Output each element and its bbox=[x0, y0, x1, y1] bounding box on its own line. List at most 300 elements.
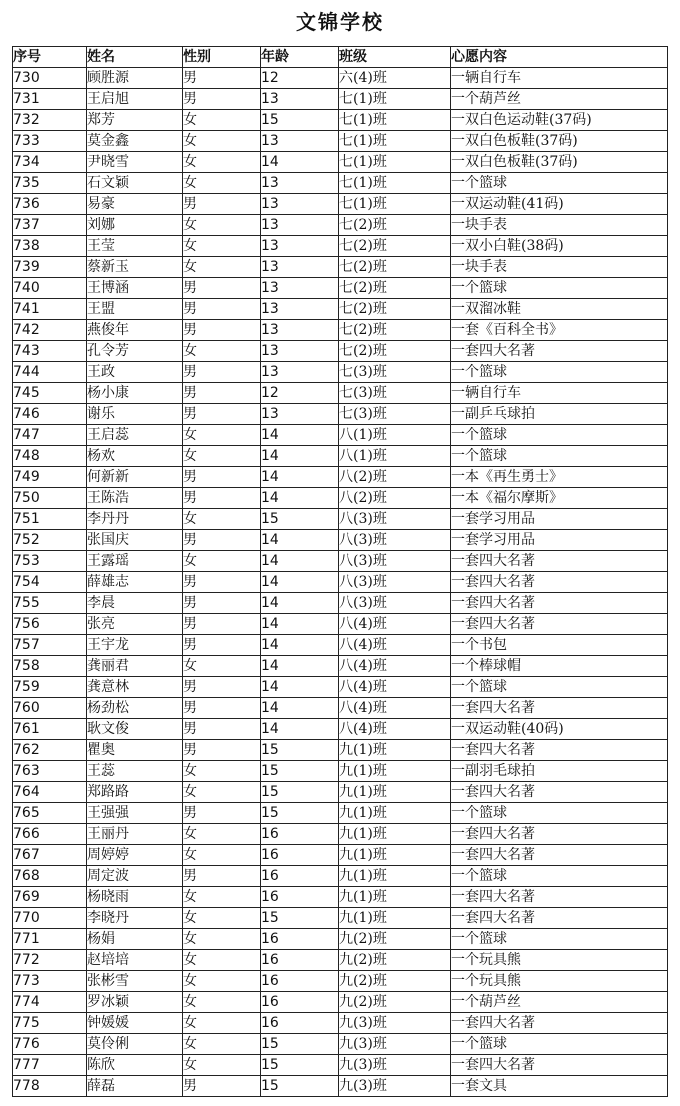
cell-wish: 一块手表 bbox=[451, 257, 668, 278]
cell-gender: 女 bbox=[183, 992, 261, 1013]
cell-name: 瞿奥 bbox=[87, 740, 183, 761]
cell-gender: 女 bbox=[183, 236, 261, 257]
cell-class: 七(2)班 bbox=[339, 215, 451, 236]
cell-name: 耿文俊 bbox=[87, 719, 183, 740]
cell-class: 九(1)班 bbox=[339, 803, 451, 824]
cell-age: 16 bbox=[261, 824, 339, 845]
table-row bbox=[13, 992, 668, 1013]
table-row bbox=[13, 782, 668, 803]
cell-age: 13 bbox=[261, 194, 339, 215]
cell-name: 易豪 bbox=[87, 194, 183, 215]
cell-gender: 男 bbox=[183, 467, 261, 488]
cell-gender: 女 bbox=[183, 446, 261, 467]
cell-age: 13 bbox=[261, 404, 339, 425]
cell-wish: 一套四大名著 bbox=[451, 551, 668, 572]
table-row bbox=[13, 488, 668, 509]
table-row bbox=[13, 908, 668, 929]
cell-name: 张彬雪 bbox=[87, 971, 183, 992]
cell-id: 740 bbox=[13, 278, 87, 299]
cell-gender: 男 bbox=[183, 572, 261, 593]
cell-age: 14 bbox=[261, 593, 339, 614]
cell-class: 八(4)班 bbox=[339, 719, 451, 740]
cell-id: 754 bbox=[13, 572, 87, 593]
cell-wish: 一双运动鞋(40码) bbox=[451, 719, 668, 740]
cell-class: 七(2)班 bbox=[339, 299, 451, 320]
cell-class: 九(1)班 bbox=[339, 866, 451, 887]
cell-gender: 男 bbox=[183, 194, 261, 215]
cell-gender: 男 bbox=[183, 488, 261, 509]
cell-age: 15 bbox=[261, 782, 339, 803]
cell-wish: 一套学习用品 bbox=[451, 509, 668, 530]
cell-name: 蔡新玉 bbox=[87, 257, 183, 278]
cell-age: 16 bbox=[261, 845, 339, 866]
cell-id: 758 bbox=[13, 656, 87, 677]
cell-name: 王宇龙 bbox=[87, 635, 183, 656]
cell-id: 776 bbox=[13, 1034, 87, 1055]
cell-class: 八(1)班 bbox=[339, 446, 451, 467]
table-row bbox=[13, 530, 668, 551]
cell-class: 九(3)班 bbox=[339, 1076, 451, 1097]
cell-name: 尹晓雪 bbox=[87, 152, 183, 173]
table-row bbox=[13, 635, 668, 656]
cell-gender: 男 bbox=[183, 362, 261, 383]
cell-age: 15 bbox=[261, 761, 339, 782]
cell-name: 李晓丹 bbox=[87, 908, 183, 929]
cell-name: 李晨 bbox=[87, 593, 183, 614]
cell-wish: 一个篮球 bbox=[451, 1034, 668, 1055]
cell-gender: 男 bbox=[183, 89, 261, 110]
table-row bbox=[13, 236, 668, 257]
cell-gender: 女 bbox=[183, 1013, 261, 1034]
cell-age: 14 bbox=[261, 719, 339, 740]
page-title: 文锦学校 bbox=[296, 10, 384, 34]
cell-age: 13 bbox=[261, 341, 339, 362]
cell-name: 陈欣 bbox=[87, 1055, 183, 1076]
cell-class: 九(1)班 bbox=[339, 740, 451, 761]
cell-age: 14 bbox=[261, 488, 339, 509]
cell-wish: 一个葫芦丝 bbox=[451, 89, 668, 110]
cell-name: 王博涵 bbox=[87, 278, 183, 299]
cell-gender: 男 bbox=[183, 677, 261, 698]
cell-id: 766 bbox=[13, 824, 87, 845]
cell-gender: 女 bbox=[183, 215, 261, 236]
cell-wish: 一个篮球 bbox=[451, 677, 668, 698]
table-row bbox=[13, 89, 668, 110]
cell-name: 谢乐 bbox=[87, 404, 183, 425]
cell-age: 14 bbox=[261, 467, 339, 488]
cell-wish: 一套四大名著 bbox=[451, 1013, 668, 1034]
cell-id: 778 bbox=[13, 1076, 87, 1097]
cell-wish: 一个篮球 bbox=[451, 866, 668, 887]
cell-gender: 男 bbox=[183, 698, 261, 719]
table-row bbox=[13, 425, 668, 446]
table-row bbox=[13, 887, 668, 908]
cell-age: 13 bbox=[261, 278, 339, 299]
table-row bbox=[13, 803, 668, 824]
cell-id: 759 bbox=[13, 677, 87, 698]
cell-id: 773 bbox=[13, 971, 87, 992]
cell-gender: 女 bbox=[183, 1034, 261, 1055]
cell-id: 731 bbox=[13, 89, 87, 110]
cell-id: 752 bbox=[13, 530, 87, 551]
cell-class: 九(1)班 bbox=[339, 908, 451, 929]
cell-gender: 女 bbox=[183, 824, 261, 845]
cell-wish: 一套四大名著 bbox=[451, 698, 668, 719]
cell-name: 张亮 bbox=[87, 614, 183, 635]
cell-class: 八(3)班 bbox=[339, 509, 451, 530]
cell-id: 755 bbox=[13, 593, 87, 614]
table-row bbox=[13, 824, 668, 845]
cell-wish: 一个玩具熊 bbox=[451, 950, 668, 971]
cell-id: 737 bbox=[13, 215, 87, 236]
cell-wish: 一本《再生勇士》 bbox=[451, 467, 668, 488]
table-row bbox=[13, 194, 668, 215]
cell-wish: 一本《福尔摩斯》 bbox=[451, 488, 668, 509]
cell-age: 16 bbox=[261, 929, 339, 950]
header-name: 姓名 bbox=[87, 47, 183, 68]
cell-wish: 一个玩具熊 bbox=[451, 971, 668, 992]
cell-class: 八(4)班 bbox=[339, 698, 451, 719]
cell-name: 王丽丹 bbox=[87, 824, 183, 845]
cell-class: 六(4)班 bbox=[339, 68, 451, 89]
table-row bbox=[13, 593, 668, 614]
cell-id: 739 bbox=[13, 257, 87, 278]
cell-age: 14 bbox=[261, 656, 339, 677]
table-row bbox=[13, 866, 668, 887]
cell-gender: 女 bbox=[183, 950, 261, 971]
cell-wish: 一套四大名著 bbox=[451, 593, 668, 614]
table-row bbox=[13, 950, 668, 971]
cell-name: 龚丽君 bbox=[87, 656, 183, 677]
cell-name: 王政 bbox=[87, 362, 183, 383]
cell-wish: 一套四大名著 bbox=[451, 740, 668, 761]
cell-id: 768 bbox=[13, 866, 87, 887]
cell-name: 杨小康 bbox=[87, 383, 183, 404]
cell-age: 15 bbox=[261, 1055, 339, 1076]
cell-wish: 一套四大名著 bbox=[451, 824, 668, 845]
table-row bbox=[13, 257, 668, 278]
cell-id: 744 bbox=[13, 362, 87, 383]
cell-id: 756 bbox=[13, 614, 87, 635]
cell-wish: 一双白色运动鞋(37码) bbox=[451, 110, 668, 131]
cell-age: 14 bbox=[261, 677, 339, 698]
cell-name: 杨劲松 bbox=[87, 698, 183, 719]
cell-wish: 一套四大名著 bbox=[451, 1055, 668, 1076]
cell-wish: 一套四大名著 bbox=[451, 614, 668, 635]
cell-id: 748 bbox=[13, 446, 87, 467]
cell-name: 张国庆 bbox=[87, 530, 183, 551]
cell-wish: 一套《百科全书》 bbox=[451, 320, 668, 341]
cell-class: 七(1)班 bbox=[339, 152, 451, 173]
cell-age: 13 bbox=[261, 236, 339, 257]
cell-gender: 男 bbox=[183, 404, 261, 425]
cell-gender: 女 bbox=[183, 173, 261, 194]
cell-class: 七(3)班 bbox=[339, 362, 451, 383]
cell-class: 八(3)班 bbox=[339, 593, 451, 614]
cell-id: 733 bbox=[13, 131, 87, 152]
cell-id: 767 bbox=[13, 845, 87, 866]
wish-list-table bbox=[12, 46, 668, 1097]
table-row bbox=[13, 1013, 668, 1034]
cell-wish: 一个篮球 bbox=[451, 173, 668, 194]
cell-gender: 女 bbox=[183, 929, 261, 950]
cell-name: 龚意林 bbox=[87, 677, 183, 698]
cell-gender: 男 bbox=[183, 278, 261, 299]
cell-age: 13 bbox=[261, 131, 339, 152]
cell-id: 745 bbox=[13, 383, 87, 404]
cell-class: 七(2)班 bbox=[339, 257, 451, 278]
cell-age: 12 bbox=[261, 68, 339, 89]
cell-id: 771 bbox=[13, 929, 87, 950]
cell-age: 15 bbox=[261, 803, 339, 824]
cell-gender: 女 bbox=[183, 152, 261, 173]
cell-id: 762 bbox=[13, 740, 87, 761]
cell-class: 七(2)班 bbox=[339, 341, 451, 362]
cell-class: 八(3)班 bbox=[339, 551, 451, 572]
cell-id: 743 bbox=[13, 341, 87, 362]
table-row bbox=[13, 761, 668, 782]
table-row bbox=[13, 1055, 668, 1076]
table-row bbox=[13, 110, 668, 131]
cell-class: 七(2)班 bbox=[339, 320, 451, 341]
table-row bbox=[13, 446, 668, 467]
cell-gender: 男 bbox=[183, 320, 261, 341]
cell-wish: 一个篮球 bbox=[451, 803, 668, 824]
cell-name: 李丹丹 bbox=[87, 509, 183, 530]
table-row bbox=[13, 614, 668, 635]
cell-class: 八(4)班 bbox=[339, 614, 451, 635]
cell-name: 赵培培 bbox=[87, 950, 183, 971]
cell-class: 九(2)班 bbox=[339, 950, 451, 971]
cell-name: 刘娜 bbox=[87, 215, 183, 236]
table-row bbox=[13, 698, 668, 719]
cell-id: 734 bbox=[13, 152, 87, 173]
cell-id: 769 bbox=[13, 887, 87, 908]
cell-id: 775 bbox=[13, 1013, 87, 1034]
cell-gender: 女 bbox=[183, 845, 261, 866]
cell-wish: 一个篮球 bbox=[451, 425, 668, 446]
cell-name: 周婷婷 bbox=[87, 845, 183, 866]
cell-class: 九(3)班 bbox=[339, 1013, 451, 1034]
cell-name: 王莹 bbox=[87, 236, 183, 257]
table-row bbox=[13, 320, 668, 341]
cell-name: 石文颖 bbox=[87, 173, 183, 194]
cell-age: 16 bbox=[261, 866, 339, 887]
cell-age: 16 bbox=[261, 971, 339, 992]
cell-class: 九(2)班 bbox=[339, 992, 451, 1013]
cell-id: 751 bbox=[13, 509, 87, 530]
cell-wish: 一副羽毛球拍 bbox=[451, 761, 668, 782]
cell-class: 八(3)班 bbox=[339, 530, 451, 551]
cell-wish: 一套四大名著 bbox=[451, 572, 668, 593]
cell-gender: 男 bbox=[183, 866, 261, 887]
cell-class: 七(1)班 bbox=[339, 89, 451, 110]
cell-gender: 男 bbox=[183, 803, 261, 824]
cell-class: 八(4)班 bbox=[339, 656, 451, 677]
cell-age: 14 bbox=[261, 530, 339, 551]
cell-gender: 女 bbox=[183, 509, 261, 530]
table-row bbox=[13, 362, 668, 383]
cell-wish: 一个篮球 bbox=[451, 278, 668, 299]
cell-wish: 一个篮球 bbox=[451, 446, 668, 467]
cell-name: 薛磊 bbox=[87, 1076, 183, 1097]
cell-age: 13 bbox=[261, 89, 339, 110]
table-row bbox=[13, 740, 668, 761]
cell-id: 738 bbox=[13, 236, 87, 257]
cell-wish: 一个书包 bbox=[451, 635, 668, 656]
cell-wish: 一个棒球帽 bbox=[451, 656, 668, 677]
cell-wish: 一副乒乓球拍 bbox=[451, 404, 668, 425]
cell-gender: 男 bbox=[183, 614, 261, 635]
cell-class: 八(4)班 bbox=[339, 635, 451, 656]
header-wish: 心愿内容 bbox=[451, 47, 668, 68]
cell-name: 王蕊 bbox=[87, 761, 183, 782]
cell-class: 九(3)班 bbox=[339, 1034, 451, 1055]
cell-age: 14 bbox=[261, 614, 339, 635]
cell-gender: 女 bbox=[183, 425, 261, 446]
table-row bbox=[13, 509, 668, 530]
cell-class: 七(2)班 bbox=[339, 236, 451, 257]
cell-name: 王露瑶 bbox=[87, 551, 183, 572]
cell-name: 王启旭 bbox=[87, 89, 183, 110]
cell-id: 763 bbox=[13, 761, 87, 782]
cell-wish: 一双小白鞋(38码) bbox=[451, 236, 668, 257]
table-row bbox=[13, 929, 668, 950]
cell-id: 772 bbox=[13, 950, 87, 971]
header-class: 班级 bbox=[339, 47, 451, 68]
cell-class: 九(1)班 bbox=[339, 845, 451, 866]
table-row bbox=[13, 845, 668, 866]
cell-age: 14 bbox=[261, 635, 339, 656]
cell-id: 730 bbox=[13, 68, 87, 89]
cell-gender: 男 bbox=[183, 740, 261, 761]
cell-name: 王启蕊 bbox=[87, 425, 183, 446]
cell-id: 753 bbox=[13, 551, 87, 572]
cell-id: 749 bbox=[13, 467, 87, 488]
cell-wish: 一辆自行车 bbox=[451, 383, 668, 404]
cell-name: 王陈浩 bbox=[87, 488, 183, 509]
cell-age: 13 bbox=[261, 299, 339, 320]
cell-gender: 女 bbox=[183, 887, 261, 908]
table-row bbox=[13, 299, 668, 320]
header-age: 年龄 bbox=[261, 47, 339, 68]
cell-gender: 女 bbox=[183, 257, 261, 278]
cell-wish: 一双运动鞋(41码) bbox=[451, 194, 668, 215]
cell-id: 777 bbox=[13, 1055, 87, 1076]
table-row bbox=[13, 572, 668, 593]
cell-id: 741 bbox=[13, 299, 87, 320]
cell-gender: 男 bbox=[183, 530, 261, 551]
cell-age: 13 bbox=[261, 173, 339, 194]
cell-gender: 女 bbox=[183, 551, 261, 572]
cell-name: 莫伶俐 bbox=[87, 1034, 183, 1055]
cell-age: 12 bbox=[261, 383, 339, 404]
cell-class: 七(1)班 bbox=[339, 173, 451, 194]
table-row bbox=[13, 1076, 668, 1097]
table-header-row bbox=[13, 47, 668, 68]
cell-age: 15 bbox=[261, 509, 339, 530]
cell-gender: 男 bbox=[183, 1076, 261, 1097]
cell-age: 14 bbox=[261, 551, 339, 572]
cell-gender: 男 bbox=[183, 68, 261, 89]
cell-class: 八(3)班 bbox=[339, 572, 451, 593]
header-id: 序号 bbox=[13, 47, 87, 68]
cell-name: 莫金鑫 bbox=[87, 131, 183, 152]
cell-class: 八(4)班 bbox=[339, 677, 451, 698]
cell-wish: 一套文具 bbox=[451, 1076, 668, 1097]
cell-age: 13 bbox=[261, 320, 339, 341]
cell-age: 15 bbox=[261, 110, 339, 131]
cell-gender: 男 bbox=[183, 383, 261, 404]
table-row bbox=[13, 1034, 668, 1055]
cell-class: 八(2)班 bbox=[339, 467, 451, 488]
cell-wish: 一个葫芦丝 bbox=[451, 992, 668, 1013]
cell-age: 13 bbox=[261, 215, 339, 236]
cell-class: 七(3)班 bbox=[339, 404, 451, 425]
cell-gender: 女 bbox=[183, 110, 261, 131]
cell-id: 732 bbox=[13, 110, 87, 131]
cell-name: 钟媛媛 bbox=[87, 1013, 183, 1034]
cell-gender: 男 bbox=[183, 635, 261, 656]
cell-name: 郑芳 bbox=[87, 110, 183, 131]
header-gender: 性别 bbox=[183, 47, 261, 68]
cell-gender: 女 bbox=[183, 908, 261, 929]
cell-name: 顾胜源 bbox=[87, 68, 183, 89]
table-row bbox=[13, 677, 668, 698]
cell-age: 16 bbox=[261, 992, 339, 1013]
table-row bbox=[13, 278, 668, 299]
cell-wish: 一块手表 bbox=[451, 215, 668, 236]
cell-age: 16 bbox=[261, 950, 339, 971]
table-row bbox=[13, 152, 668, 173]
cell-id: 764 bbox=[13, 782, 87, 803]
cell-age: 14 bbox=[261, 152, 339, 173]
cell-id: 761 bbox=[13, 719, 87, 740]
table-row bbox=[13, 215, 668, 236]
cell-class: 九(1)班 bbox=[339, 824, 451, 845]
cell-gender: 男 bbox=[183, 719, 261, 740]
cell-wish: 一套四大名著 bbox=[451, 887, 668, 908]
table-row bbox=[13, 341, 668, 362]
cell-id: 747 bbox=[13, 425, 87, 446]
cell-gender: 女 bbox=[183, 656, 261, 677]
cell-gender: 女 bbox=[183, 131, 261, 152]
cell-wish: 一个篮球 bbox=[451, 362, 668, 383]
cell-age: 16 bbox=[261, 887, 339, 908]
cell-name: 孔令芳 bbox=[87, 341, 183, 362]
cell-id: 736 bbox=[13, 194, 87, 215]
cell-class: 八(1)班 bbox=[339, 425, 451, 446]
table-row bbox=[13, 719, 668, 740]
cell-gender: 女 bbox=[183, 971, 261, 992]
cell-name: 罗冰颖 bbox=[87, 992, 183, 1013]
cell-gender: 女 bbox=[183, 761, 261, 782]
cell-id: 774 bbox=[13, 992, 87, 1013]
cell-gender: 女 bbox=[183, 782, 261, 803]
cell-gender: 男 bbox=[183, 299, 261, 320]
cell-class: 七(1)班 bbox=[339, 131, 451, 152]
cell-id: 746 bbox=[13, 404, 87, 425]
cell-age: 15 bbox=[261, 1034, 339, 1055]
cell-gender: 男 bbox=[183, 593, 261, 614]
cell-age: 13 bbox=[261, 257, 339, 278]
cell-class: 九(1)班 bbox=[339, 887, 451, 908]
cell-wish: 一套学习用品 bbox=[451, 530, 668, 551]
cell-id: 750 bbox=[13, 488, 87, 509]
cell-name: 王盟 bbox=[87, 299, 183, 320]
table-row bbox=[13, 551, 668, 572]
cell-wish: 一套四大名著 bbox=[451, 908, 668, 929]
